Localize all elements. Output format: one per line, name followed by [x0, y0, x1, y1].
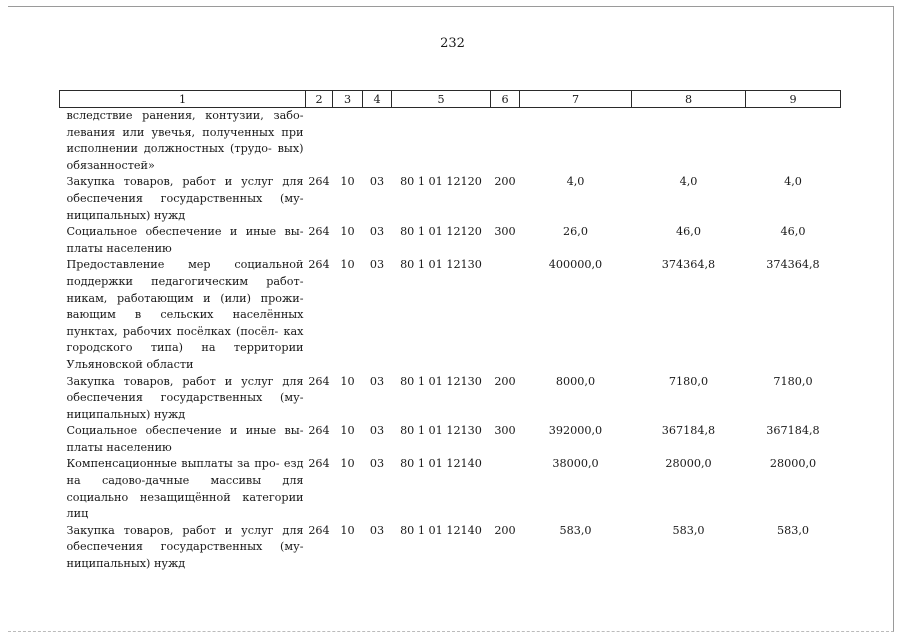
target-article-code: 80 1 01 12120 [400, 225, 482, 239]
table-row [60, 523, 841, 573]
row-description [60, 224, 306, 257]
column-header: 9 [746, 91, 841, 108]
table-body [60, 108, 841, 573]
description-line: Компенсационные выплаты за про- [66, 457, 280, 471]
description-line: обеспечения государственных (му- [66, 191, 304, 205]
description-line: Предоставление мер социальной [66, 258, 304, 272]
description-line: платы населению [66, 241, 172, 255]
amount-col-8: 46,0 [676, 225, 701, 239]
description-line: обеспечения государственных (му- [66, 540, 304, 554]
description-line: Ульяновской области [66, 357, 194, 371]
table-row [60, 423, 841, 456]
expense-type-code: 200 [494, 523, 516, 537]
description-line: никам, работающим и (или) прожи- [66, 291, 304, 305]
amount-col-8: 7180,0 [668, 374, 709, 388]
target-article-code: 80 1 01 12130 [400, 258, 482, 272]
description-line: ках городского типа) на территории [66, 324, 304, 355]
description-line: вающим в сельских населённых [66, 308, 304, 322]
row-description [60, 523, 306, 573]
table-row [60, 456, 841, 522]
column-header: 5 [392, 91, 491, 108]
description-line: Социальное обеспечение и иные вы- [66, 424, 304, 438]
amount-col-9: 374364,8 [766, 258, 820, 272]
amount-col-8 [632, 108, 746, 175]
description-line: социально незащищённой категории [66, 490, 304, 504]
amount-col-7 [520, 108, 632, 175]
target-article-code: 80 1 01 12140 [400, 523, 482, 537]
expense-type-code: 200 [494, 175, 516, 189]
amount-col-9 [746, 108, 841, 175]
table-row [60, 224, 841, 257]
amount-col-8: 4,0 [679, 175, 698, 189]
description-line: левания или увечья, полученных при [66, 125, 304, 139]
amount-col-7: 400000,0 [548, 258, 603, 272]
amount-col-8: 367184,8 [661, 424, 716, 438]
row-description [60, 456, 306, 522]
section-code: 10 [340, 258, 355, 272]
section-code: 10 [340, 457, 355, 471]
description-line: платы населению [66, 440, 172, 454]
admin-code [306, 108, 333, 175]
description-line: обеспечения государственных (му- [66, 391, 304, 405]
expense-type-code: 300 [494, 424, 516, 438]
column-header: 8 [632, 91, 746, 108]
target-article-code [392, 108, 491, 175]
description-line: поддержки педагогическим работ- [66, 274, 304, 288]
amount-col-9: 583,0 [776, 523, 810, 537]
row-description [60, 108, 306, 175]
expense-type-code: 200 [494, 374, 516, 388]
amount-col-8: 28000,0 [665, 457, 712, 471]
column-header: 3 [333, 91, 363, 108]
page-number: 232 [440, 36, 465, 51]
target-article-code: 80 1 01 12130 [400, 374, 482, 388]
description-line: ниципальных) нужд [66, 407, 186, 421]
subsection-code: 03 [369, 424, 385, 438]
description-line: вследствие ранения, контузии, забо- [66, 109, 304, 122]
description-line: Закупка товаров, работ и услуг для [66, 523, 304, 537]
admin-code: 264 [308, 457, 330, 471]
amount-col-7: 4,0 [566, 175, 585, 189]
expense-type-code [491, 456, 520, 522]
amount-col-9: 4,0 [784, 175, 802, 189]
amount-col-9: 28000,0 [769, 457, 817, 471]
description-line: ниципальных) нужд [66, 557, 186, 571]
admin-code: 264 [308, 424, 330, 438]
column-header: 6 [491, 91, 520, 108]
subsection-code: 03 [369, 523, 385, 537]
description-line: вых) обязанностей» [66, 142, 304, 172]
section-code: 10 [340, 225, 355, 239]
description-line: пунктах, рабочих посёлках (посёл- [66, 324, 279, 338]
description-line: Социальное обеспечение и иные вы- [66, 225, 304, 239]
section-code [333, 108, 363, 175]
description-line: Закупка товаров, работ и услуг для [66, 374, 304, 388]
subsection-code: 03 [369, 175, 385, 189]
section-code: 10 [340, 523, 355, 537]
table-row [60, 174, 841, 224]
amount-col-8: 374364,8 [661, 258, 716, 272]
column-header: 1 [60, 91, 306, 108]
subsection-code: 03 [369, 374, 385, 388]
subsection-code: 03 [369, 225, 385, 239]
table-row [60, 257, 841, 373]
description-line: Закупка товаров, работ и услуг для [66, 175, 304, 189]
amount-col-8: 583,0 [672, 523, 705, 537]
amount-col-7: 26,0 [563, 225, 588, 239]
expense-type-code [491, 257, 520, 373]
table-row [60, 108, 841, 175]
expense-type-code: 300 [494, 225, 516, 239]
section-code: 10 [340, 175, 355, 189]
admin-code: 264 [308, 523, 330, 537]
subsection-code [363, 108, 392, 175]
target-article-code: 80 1 01 12140 [400, 457, 482, 471]
subsection-code: 03 [369, 258, 385, 272]
description-line: исполнении должностных (трудо- [66, 142, 272, 156]
amount-col-9: 367184,8 [766, 424, 820, 438]
admin-code: 264 [308, 258, 330, 272]
column-header: 2 [306, 91, 333, 108]
admin-code: 264 [308, 225, 330, 239]
amount-col-7: 8000,0 [555, 374, 596, 388]
target-article-code: 80 1 01 12130 [400, 424, 482, 438]
description-line: езд на садово-дачные массивы для [66, 457, 304, 488]
target-article-code: 80 1 01 12120 [400, 175, 482, 189]
amount-col-7: 38000,0 [552, 457, 599, 471]
admin-code: 264 [308, 175, 330, 189]
description-line: лиц [66, 507, 89, 521]
amount-col-7: 392000,0 [548, 424, 603, 438]
column-header: 4 [363, 91, 392, 108]
expense-type-code [491, 108, 520, 175]
row-description [60, 374, 306, 424]
admin-code: 264 [308, 374, 330, 388]
amount-col-9: 7180,0 [773, 374, 813, 388]
section-code: 10 [340, 424, 355, 438]
section-code: 10 [340, 374, 355, 388]
table-row [60, 374, 841, 424]
subsection-code: 03 [369, 457, 385, 471]
amount-col-7: 583,0 [559, 523, 592, 537]
column-number-row [60, 91, 841, 108]
row-description [60, 174, 306, 224]
amount-col-9: 46,0 [780, 225, 806, 239]
row-description [60, 423, 306, 456]
row-description [60, 257, 306, 373]
description-line: ниципальных) нужд [66, 208, 186, 222]
column-header: 7 [520, 91, 632, 108]
budget-table [59, 90, 841, 573]
